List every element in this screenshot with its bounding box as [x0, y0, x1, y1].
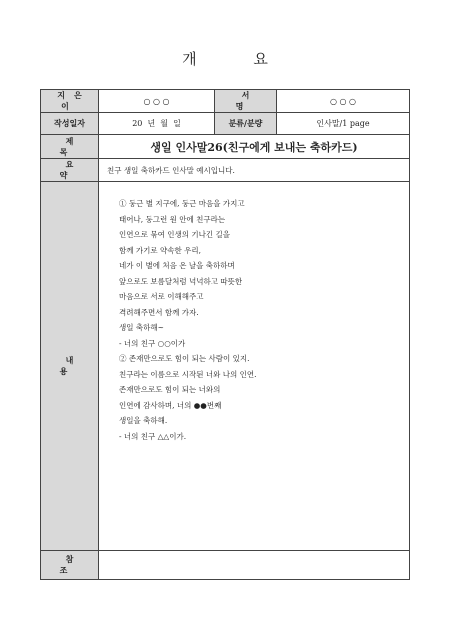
summary-form-table	[40, 89, 410, 580]
content-line: 네가 이 별에 처음 온 날을 축하하며	[119, 261, 235, 270]
content-line: ② 존재만으로도 힘이 되는 사람이 있지.	[119, 354, 250, 363]
content-line: - 너의 친구 △△이가.	[119, 431, 187, 441]
content-line: 생일 축하해~	[119, 323, 164, 332]
category-label: 분류/분량	[215, 113, 277, 135]
reference-row	[41, 551, 410, 580]
author-label: 지은이	[41, 90, 99, 113]
date-label: 작성일자	[41, 113, 99, 135]
date-value: 20 년 월 일	[99, 113, 215, 135]
content-line: 인연으로 묶여 인생의 기나긴 길을	[119, 230, 230, 239]
date-row	[41, 113, 410, 135]
author-value: ○ ○ ○	[99, 90, 215, 113]
author-row	[41, 90, 410, 113]
content-line: 앞으로도 보름달처럼 넉넉하고 따뜻한	[119, 276, 243, 286]
content-label: 내 용	[41, 182, 99, 551]
content-line: 인연에 감사하며, 너의 ●●번째	[119, 400, 222, 410]
content-line: - 너의 친구 ○○이가	[119, 338, 186, 348]
summary-label: 요 약	[41, 159, 99, 182]
content-body	[99, 182, 410, 551]
summary-row	[41, 159, 410, 182]
document-title: 개 요	[182, 50, 294, 68]
content-line: 격려해주면서 함께 가자.	[119, 307, 199, 317]
content-line: 마음으로 서로 이해해주고	[119, 292, 204, 301]
content-line: 친구라는 이름으로 시작된 너와 나의 인연.	[119, 369, 257, 379]
reference-value	[99, 551, 410, 580]
content-line: ① 둥근 별 지구에, 둥근 마음을 가지고	[119, 199, 245, 208]
subject-label: 제 목	[41, 135, 99, 159]
content-row	[41, 182, 410, 551]
summary-value: 친구 생일 축하카드 인사말 예시입니다.	[99, 159, 410, 182]
category-value: 인사말/1 page	[277, 113, 410, 135]
content-line: 함께 가기로 약속한 우리,	[119, 245, 201, 255]
content-line: 태어나, 둥그런 원 안에 친구라는	[119, 214, 226, 224]
subject-row	[41, 135, 410, 159]
content-line: 생일을 축하해.	[119, 416, 168, 425]
content-line: 존재만으로도 힘이 되는 너와의	[119, 385, 221, 394]
name-label: 서 명	[215, 90, 277, 113]
subject-value: 생일 인사말26(친구에게 보내는 축하카드)	[99, 135, 410, 159]
reference-label: 참 조	[41, 551, 99, 580]
name-value: ○ ○ ○	[277, 90, 410, 113]
